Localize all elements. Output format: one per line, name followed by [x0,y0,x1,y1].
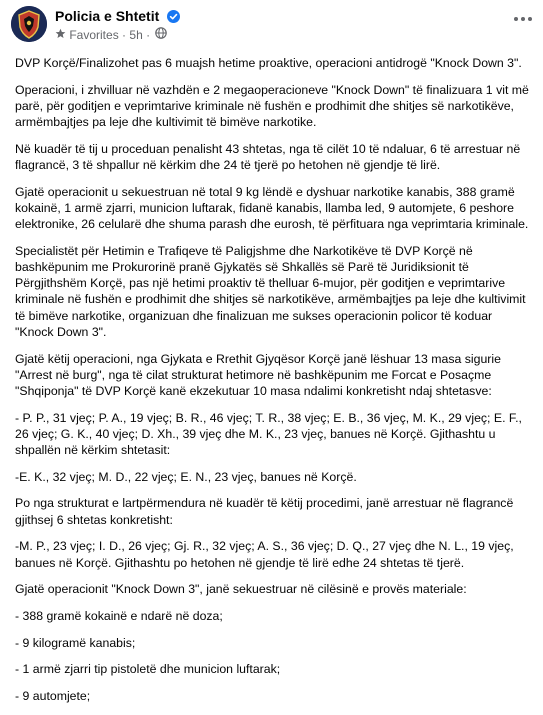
meta-separator: · [122,27,130,42]
post-paragraph: Operacioni, i zhvilluar në vazhdën e 2 megaoperacioneve "Knock Down" të finalizuara 1 vit më parë, për goditjen e veprimtarive kriminale në fushën e prodhimit dhe shitjes së narkotikëve, armëmbajtjes pa leje dhe kultivimit të bimëve narkotike. [15,82,529,130]
post-paragraph: - 9 kilogramë kanabis; [15,635,136,650]
post-paragraph: Po nga strukturat e lartpërmendura në kuadër të këtij procedimi, janë arrestuar në flagrancë gjithsej 6 shtetas konkretisht: [15,496,514,527]
post-paragraph: -E. K., 32 vjeç; M. D., 22 vjeç; E. N., 23 vjeç, banues në Korçë. [15,469,357,484]
audience-label[interactable]: Favorites [69,27,119,42]
post-paragraph: Specialistët për Hetimin e Trafiqeve të Paligjshme dhe Narkotikëve të DVP Korçë në bashkëpunim me Prokurorinë pranë Gjykatës së Shkallës së Parë të Juridiksionit të Përgjithshëm Korçë, pas një hetimi proaktiv të thelluar 6-mujor, për goditjen e veprimtarive kriminale në fushën e prodhimit dhe shitjes së narkotikëve, armëmbajtjes pa leje dhe kultivimit të bimëve narkotike, organizuan dhe finalizuan me sukses operacionin policor të koduar "Knock Down 3". [15,243,526,339]
globe-icon [155,27,167,42]
post-paragraph: -M. P., 23 vjeç; I. D., 26 vjeç; Gj. R., 32 vjeç; A. S., 36 vjeç; D. Q., 27 vjeç dhe N. L., 19 vjeç, banues në Korçë. Gjithashtu po hetohen në gjendje të lirë edhe 24 shtetas të tjerë. [15,539,514,570]
post-paragraph: Gjatë operacionit u sekuestruan në total 9 kg lëndë e dyshuar narkotike kanabis, 388 gramë kokainë, 1 armë zjarri, municion luftarak, fidanë kanabis, llamba led, 9 automjete, 6 peshore elektronike, 26 celularë dhe shuma parash dhe eurosh, të përfituara nga veprimtaria kriminale. [15,184,529,232]
meta-separator: · [146,27,154,42]
verified-badge-icon [167,10,180,27]
page-name-link[interactable]: Policia e Shtetit [55,8,160,24]
star-icon [55,28,66,42]
post-paragraph: Gjatë operacionit "Knock Down 3", janë sekuestruar në cilësinë e provës materiale: [15,582,467,597]
post-paragraph: - P. P., 31 vjeç; P. A., 19 vjeç; B. R., 46 vjeç; T. R., 38 vjeç; E. B., 36 vjeç, M. K., 29 vjeç; E. F., 26 vjeç; G. K., 40 vjeç; D. Xh., 39 vjeç dhe M. K., 23 vjeç, banues në Korçë. Gjithashtu u shpallën në kërkim shtetasit: [15,410,522,458]
more-options-icon [528,17,532,21]
post-timestamp[interactable]: 5h [129,27,143,42]
police-crest-icon [11,6,47,42]
post-body [15,55,530,715]
post-paragraph: - 9 automjete; [15,689,91,704]
post-paragraph: Në kuadër të tij u proceduan penalisht 43 shtetas, nga të cilët 10 të ndaluar, 6 të arrestuar në flagrancë, 3 të shpallur në kërkim dhe 24 të tjerë po hetohen në gjendje të lirë. [15,141,521,173]
post-paragraph: DVP Korçë/Finalizohet pas 6 muajsh hetime proaktive, operacioni antidrogë "Knock Down 3". [15,56,522,70]
post-paragraph: Gjatë këtij operacioni, nga Gjykata e Rrethit Gjyqësor Korçë janë lëshuar 13 masa sigurie "Arrest në burg", nga të cilat strukturat hetimore në bashkëpunim me Forcat e Posaçme "Shqiponja" të DVP Korçë kanë ekzekutuar 10 masa ndalimi konkretisht ndaj shtetasve: [15,351,501,398]
page-avatar[interactable] [11,6,47,42]
page-name-row [55,8,180,27]
post-header [0,0,543,48]
post-paragraph: - 1 armë zjarri tip pistoletë dhe municion luftarak; [15,662,281,677]
post-paragraph: - 388 gramë kokainë e ndarë në doza; [15,608,223,623]
more-options-icon [521,17,525,21]
post-meta [55,27,167,42]
more-options-icon [514,17,518,21]
more-options-button[interactable] [509,8,537,30]
